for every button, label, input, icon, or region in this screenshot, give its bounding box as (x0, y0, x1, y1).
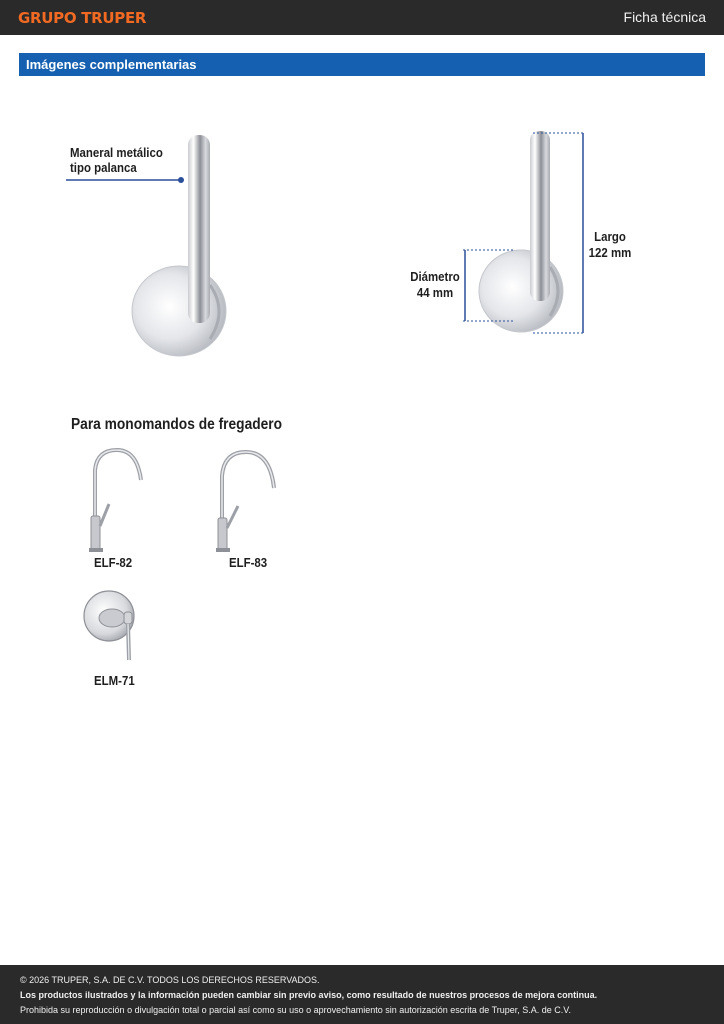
handle-lever (530, 131, 550, 301)
footer-notice: Los productos ilustrados y la información pueden cambiar sin previo aviso, como resultado de nuestros procesos de mejora continua. (20, 990, 598, 1000)
length-value: 122 mm (588, 245, 632, 260)
kitchen-faucet-icon (85, 446, 155, 554)
compatible-heading: Para monomandos de fregadero (71, 416, 283, 433)
handle-lever (188, 135, 210, 323)
diameter-value: 44 mm (416, 285, 454, 300)
model-name: ELF-82 (94, 555, 133, 570)
model-card-elf-82 (85, 446, 155, 576)
footer-prohibition: Prohibida su reproducción o divulgación total o parcial así como su uso o aprovechamiento sin autorización escrita de Truper, S.A. de C.V. (20, 1005, 571, 1015)
footer (0, 965, 724, 1024)
handle-figure-dimensions (455, 125, 595, 340)
brand-logo: GRUPO TRUPER (18, 9, 147, 27)
model-name: ELM-71 (94, 673, 135, 688)
handle-base (479, 250, 563, 332)
model-name: ELF-83 (229, 555, 268, 570)
top-bar (0, 0, 724, 35)
length-label: Largo (594, 229, 626, 244)
section-header (19, 53, 705, 76)
document-type-label: Ficha técnica (623, 9, 706, 25)
section-title: Imágenes complementarias (26, 57, 197, 72)
model-card-elm-71 (82, 582, 152, 692)
footer-copyright: © 2026 TRUPER, S.A. DE C.V. TODOS LOS DERECHOS RESERVADOS. (20, 975, 320, 985)
handle-base (132, 266, 226, 356)
callout-label-line1: Maneral metálico (70, 145, 163, 160)
model-card-elf-83 (212, 446, 282, 576)
callout-label-line2: tipo palanca (70, 160, 137, 175)
shower-valve-icon (82, 582, 142, 664)
diameter-label: Diámetro (410, 269, 460, 284)
kitchen-faucet-icon (212, 446, 282, 554)
callout-dot (178, 177, 184, 183)
